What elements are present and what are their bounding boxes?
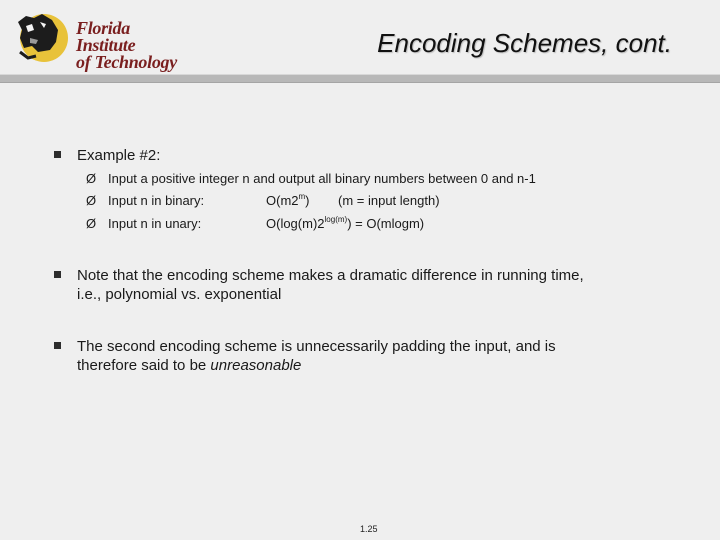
bullet-2-line-1: Note that the encoding scheme makes a dramatic difference in running time,: [77, 267, 584, 284]
sub-item-2-note: (m = input length): [338, 193, 440, 208]
expr-exponent: m: [298, 192, 306, 201]
logo-line-1: Florida Institute: [76, 18, 136, 55]
slide-title: Encoding Schemes, cont.: [377, 28, 672, 58]
sub-item-2-label: Input n in binary:: [108, 193, 205, 208]
arrow-icon: Ø: [86, 171, 97, 186]
expr-end: ): [305, 193, 310, 208]
bullet-marker-1: [54, 151, 61, 158]
bullet-marker-2: [54, 271, 61, 278]
bullet-marker-3: [54, 342, 61, 349]
logo-wordmark: [76, 20, 188, 71]
expr-end: ) = O(mlogm): [347, 216, 425, 231]
sub-item-3-expr: [266, 216, 424, 232]
expr-exponent: log(m): [324, 215, 348, 224]
bullet-3-line-2: [77, 356, 556, 375]
sub-item-3-label: Input n in unary:: [108, 216, 202, 231]
institution-logo: [12, 8, 188, 72]
header-divider: [0, 74, 720, 83]
arrow-icon: Ø: [86, 193, 97, 208]
sub-item-1: Input a positive integer n and output all binary numbers between 0 and n-1: [108, 171, 536, 186]
bullet-2-line-2: i.e., polynomial vs. exponential: [77, 286, 282, 303]
arrow-icon: Ø: [86, 216, 97, 231]
logo-line-2: of Technology: [76, 52, 177, 72]
bullet-3-text: [77, 337, 556, 375]
bullet-3-line-2-plain: therefore said to be: [77, 357, 211, 374]
bullet-3-line-1: The second encoding scheme is unnecessarily padding the input, and is: [77, 338, 556, 355]
emphasis-unreasonable: unreasonable: [210, 357, 302, 374]
bullet-1-text: Example #2:: [77, 147, 161, 164]
bullet-2-text: [77, 266, 584, 304]
panther-icon: [12, 8, 72, 64]
expr-base: O(m2: [266, 193, 299, 208]
expr-base: O(log(m)2: [266, 216, 325, 231]
sub-item-2-expr: [266, 193, 310, 209]
page-number: 1.25: [360, 524, 378, 534]
